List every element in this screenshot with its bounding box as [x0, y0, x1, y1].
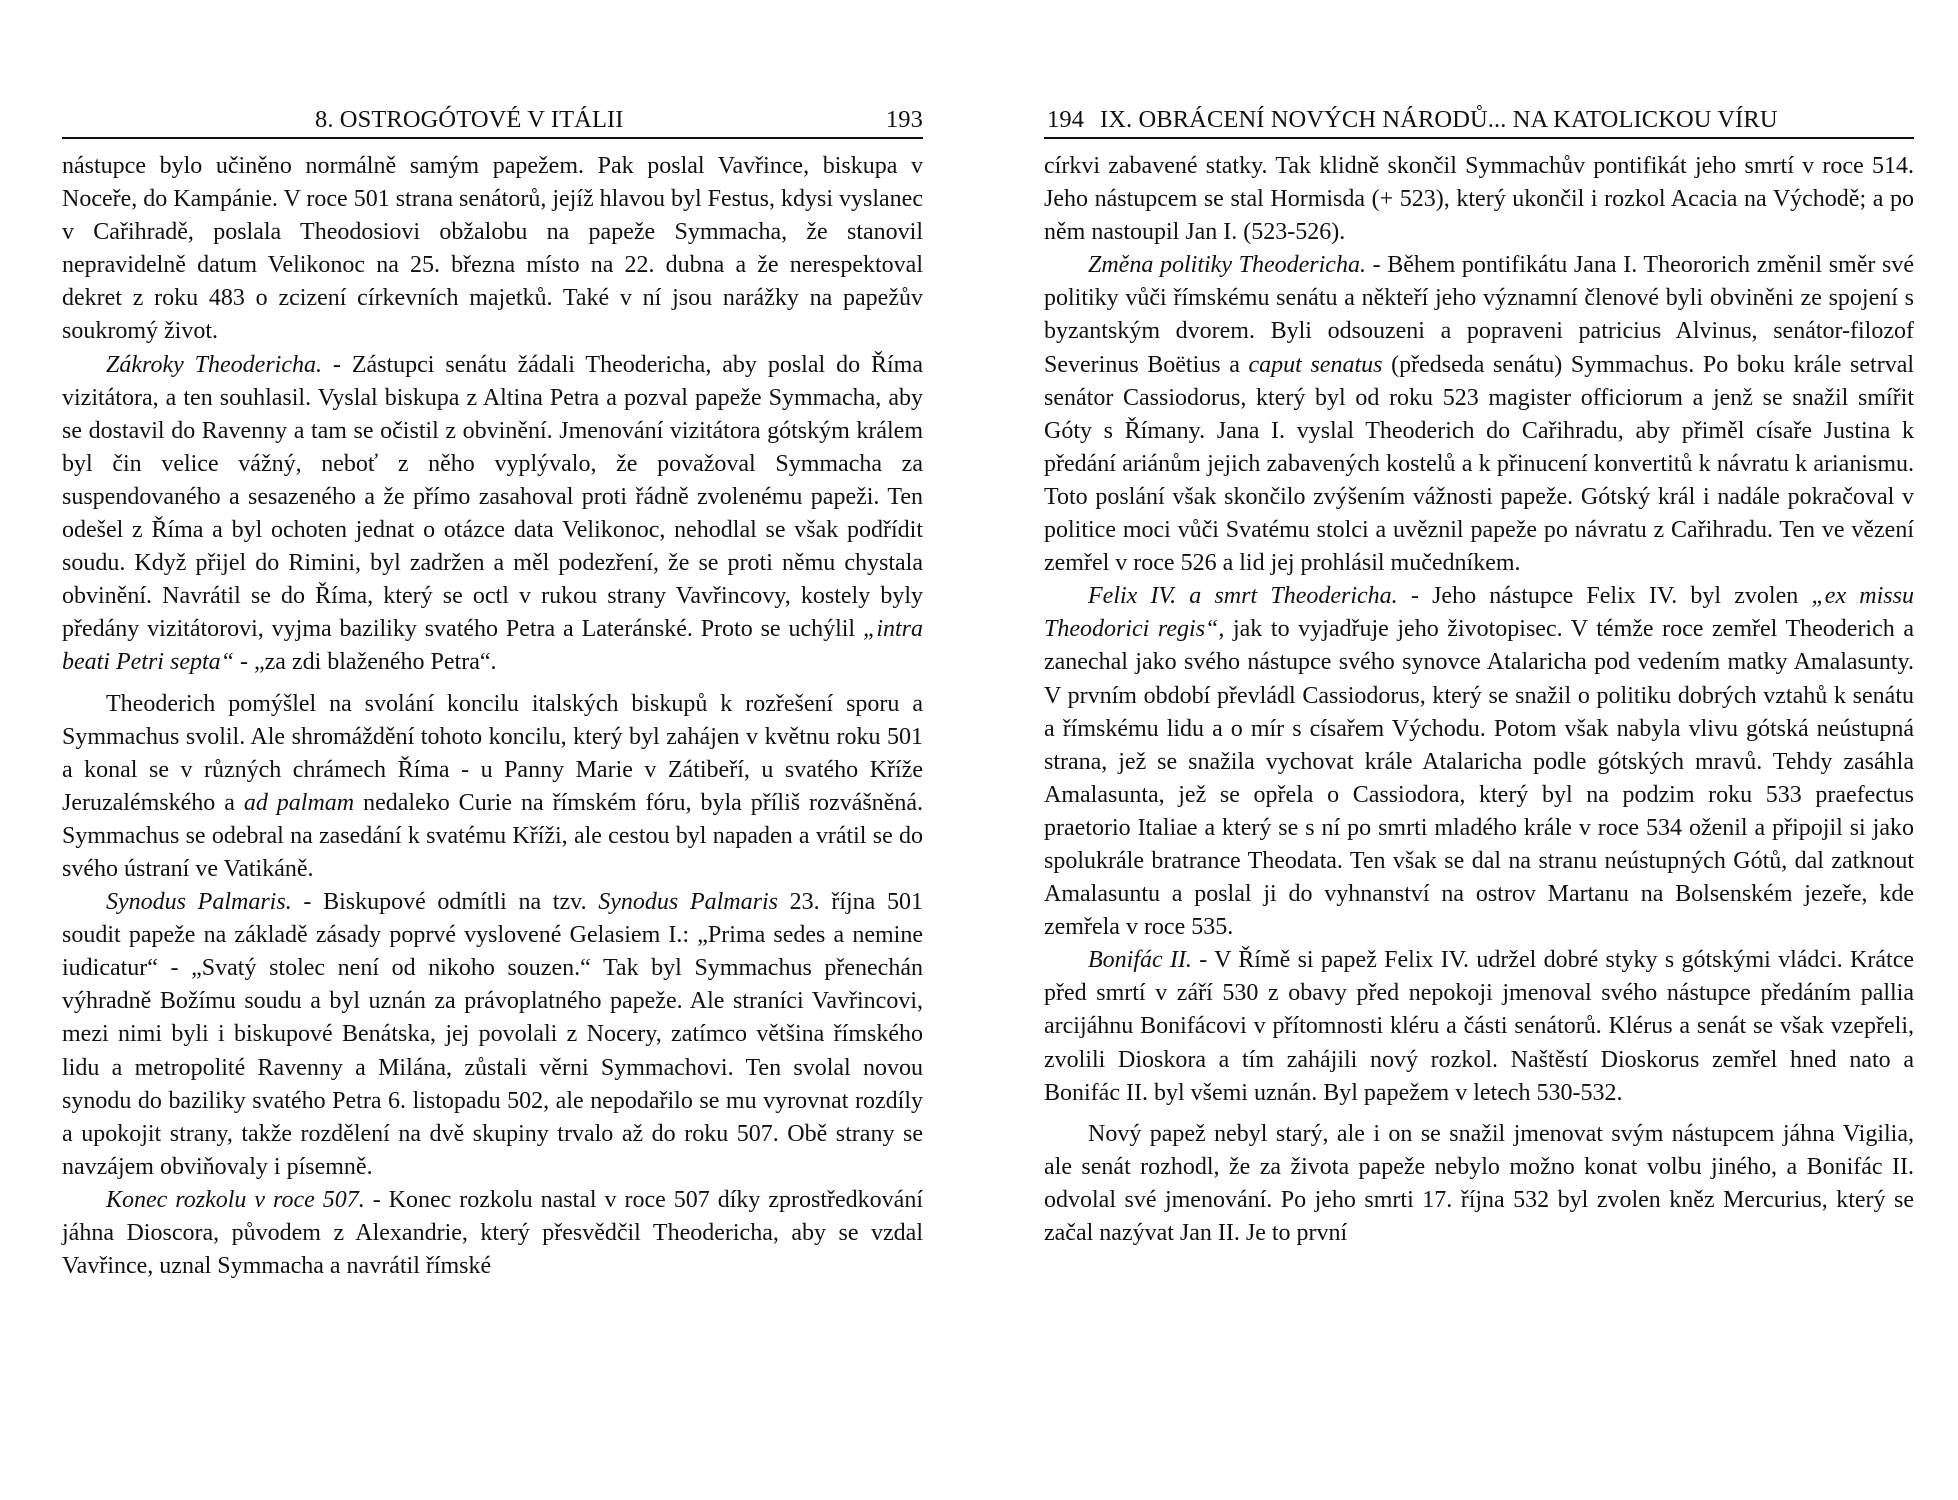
paragraph: Synodus Palmaris. - Biskupové odmítli na tzv. Synodus Palmaris 23. října 501 soudit papeže na základě zásady poprvé vyslovené Gelasiem I.: „Prima sedes a nemine iudicatur“ - „Svatý stolec není od nikoho souzen.“ Tak byl Symmachus přenechán výhradně Božímu soudu a byl uznán za právoplatného papeže. Ale straníci Vavřincovi, mezi nimi byli i biskupové Benátska, jej povolali z Nocery, zatímco většina římského lidu a metropolité Ravenny a Milána, zůstali věrni Symmachovi. Ten svolal novou synodu do baziliky svatého Petra 6. listopadu 502, ale nepodařilo se mu vyrovnat rozdíly a upokojit strany, takže rozdělení na dvě skupiny trvalo až do roku 507. Obě strany se navzájem obviňovaly i písemně. [62, 889, 924, 1180]
section-heading: Bonifác II. [1088, 947, 1192, 974]
section-heading: Zákroky Theodericha. [106, 351, 322, 378]
paragraph: Theoderich pomýšlel na svolání koncilu italských biskupů k rozřešení sporu a Symmachus svolil. Ale shromáždění tohoto koncilu, který byl zahájen v květnu roku 501 a konal se v různých chrámech Říma - u Panny Marie v Zátibeří, u svatého Kříže Jeruzalémského a ad palmam nedaleko Curie na římském fóru, byla příliš rozvášněná. Symmachus se odebral na zasedání k svatému Kříži, ale cestou byl napaden a vrátil se do svého ústraní ve Vatikáně. [62, 690, 923, 882]
right-page-header [1044, 103, 1914, 137]
paragraph: Konec rozkolu v roce 507. - Konec rozkolu nastal v roce 507 díky zprostředkování jáhna Dioscora, původem z Alexandrie, který přesvědčil Theodericha, aby se vzdal Vavřince, uznal Symmacha a navrátil římské [62, 1186, 924, 1280]
paragraph: církvi zabavené statky. Tak klidně skončil Symmachův pontifikát jeho smrtí v roce 514. Jeho nástupcem se stal Hormisda (+ 523), který ukončil i rozkol Acacia na Východě; a po něm nastoupil Jan I. (523-526). [1044, 153, 1914, 246]
left-page [62, 0, 923, 1500]
paragraph: Felix IV. a smrt Theodericha. - Jeho nástupce Felix IV. byl zvolen „ex missu Theodorici regis“, jak to vyjadřuje jeho životopisec. V témže roce zemřel Theoderich a zanechal jako svého nástupce svého synovce Atalaricha pod vedením matky Amalasunty. V prvním období převládl Cassiodorus, který se snažil o politiku dobrých vztahů k senátu a římskému lidu a o mír s císařem Východu. Potom však nabyla vlivu gótská neústupná strana, jež se snažila vychovat krále Atalaricha podle gótských mravů. Tehdy zasáhla Amalasunta, jež se opřela o Cassiodora, který byl na podzim roku 533 praefectus praetorio Italiae a který se s ní po smrti mladého krále v roce 534 oženil a připojil si jako spolukrále bratrance Theodata. Ten však se dal na stranu neústupných Gótů, dal zatknout Amalasuntu a poslal ji do vyhnanství na ostrov Martanu na Bolsenském jezeře, kde zemřela v roce 535. [1044, 583, 1914, 941]
section-heading: Konec rozkolu v roce 507. [106, 1186, 365, 1213]
paragraph: Zákroky Theodericha. - Zástupci senátu žádali Theodericha, aby poslal do Říma vizitátora, a ten souhlasil. Vyslal biskupa z Altina Petra a pozval papeže Symmacha, aby se dostavil do Ravenny a tam se očistil z obvinění. Jmenování vizitátora gótským králem byl čin velice vážný, neboť z něho vyplývalo, že považoval Symmacha za suspendovaného a sesazeného a že přímo zasahoval proti řádně zvolenému papeži. Ten odešel z Říma a byl ochoten jednat o otázce data Velikonoc, nehodlal se však podřídit soudu. Když přijel do Rimini, byl zadržen a měl podezření, že se proti němu chystala obvinění. Navrátil se do Říma, který se octl v rukou strany Vavřincovy, kostely byly předány vizitátorovi, vyjma baziliky svatého Petra a Lateránské. Proto se uchýlil „intra beati Petri septa“ - „za zdi blaženého Petra“. [62, 351, 923, 676]
right-page-text [1044, 150, 1914, 1250]
paragraph: Bonifác II. - V Římě si papež Felix IV. udržel dobré styky s gótskými vládci. Krátce před smrtí v září 530 z obavy před nepokoji jmenoval svého nástupce předáním pallia arcijáhnu Bonifácovi v přítomnosti kléru a části senátorů. Klérus a senát se však vzepřeli, zvolili Dioskora a tím zahájili nový rozkol. Naštěstí Dioskorus zemřel hned nato a Bonifác II. byl všemi uznán. Byl papežem v letech 530-532. [1044, 947, 1914, 1106]
section-heading: Synodus Palmaris. [106, 889, 292, 916]
header-rule [1044, 137, 1914, 139]
paragraph: Nový papež nebyl starý, ale i on se snažil jmenovat svým nástupcem jáhna Vigilia, ale senát rozhodl, že za života papeže nebylo možno konat volbu jiného, a Bonifác II. odvolal své jmenování. Po jeho smrti 17. října 532 byl zvolen kněz Mercurius, který se začal nazývat Jan II. Je to první [1044, 1120, 1914, 1246]
right-page [1044, 0, 1914, 1500]
page-number: 193 [885, 106, 923, 133]
running-title: IX. OBRÁCENÍ NOVÝCH NÁRODŮ... NA KATOLICKOU VÍRU [1100, 106, 1778, 133]
header-rule [62, 137, 923, 139]
section-heading: Felix IV. a smrt Theodericha. [1088, 583, 1398, 610]
left-page-header [62, 103, 923, 137]
paragraph: nástupce bylo učiněno normálně samým papežem. Pak poslal Vavřince, biskupa v Noceře, do Kampánie. V roce 501 strana senátorů, jejíž hlavou byl Festus, kdysi vyslanec v Cařihradě, poslala Theodosiovi obžalobu na papeže Symmacha, že stanovil nepravidelně datum Velikonoc na 25. března místo na 22. dubna a že nerespektoval dekret z roku 483 o zcizení církevních majetků. Také v ní jsou narážky na papežův soukromý život. [62, 153, 923, 345]
page-number: 194 [1047, 106, 1085, 133]
section-heading: Změna politiky Theodericha. [1088, 252, 1366, 279]
running-title: 8. OSTROGÓTOVÉ V ITÁLII [315, 106, 624, 133]
left-page-text [62, 150, 923, 1283]
paragraph: Změna politiky Theodericha. - Během pontifikátu Jana I. Theororich změnil směr své politiky vůči římskému senátu a někteří jeho významní členové byli obviněni ze spojení s byzantským dvorem. Byli odsouzeni a popraveni patricius Alvinus, senátor-filozof Severinus Boëtius a caput senatus (předseda senátu) Symmachus. Po boku krále setrval senátor Cassiodorus, který byl od roku 523 magister officiorum a jenž se snažil smířit Góty s Římany. Jana I. vyslal Theoderich do Cařihradu, aby přiměl císaře Justina k předání ariánům jejich zabavených kostelů a k přinucení konvertitů k návratu k arianismu. Toto poslání však skončilo zvýšením vážnosti papeže. Gótský král i nadále pokračoval v politice moci vůči Svatému stolci a uvěznil papeže po návratu z Cařihradu. Ten ve vězení zemřel v roce 526 a lid jej prohlásil mučedníkem. [1044, 252, 1915, 577]
